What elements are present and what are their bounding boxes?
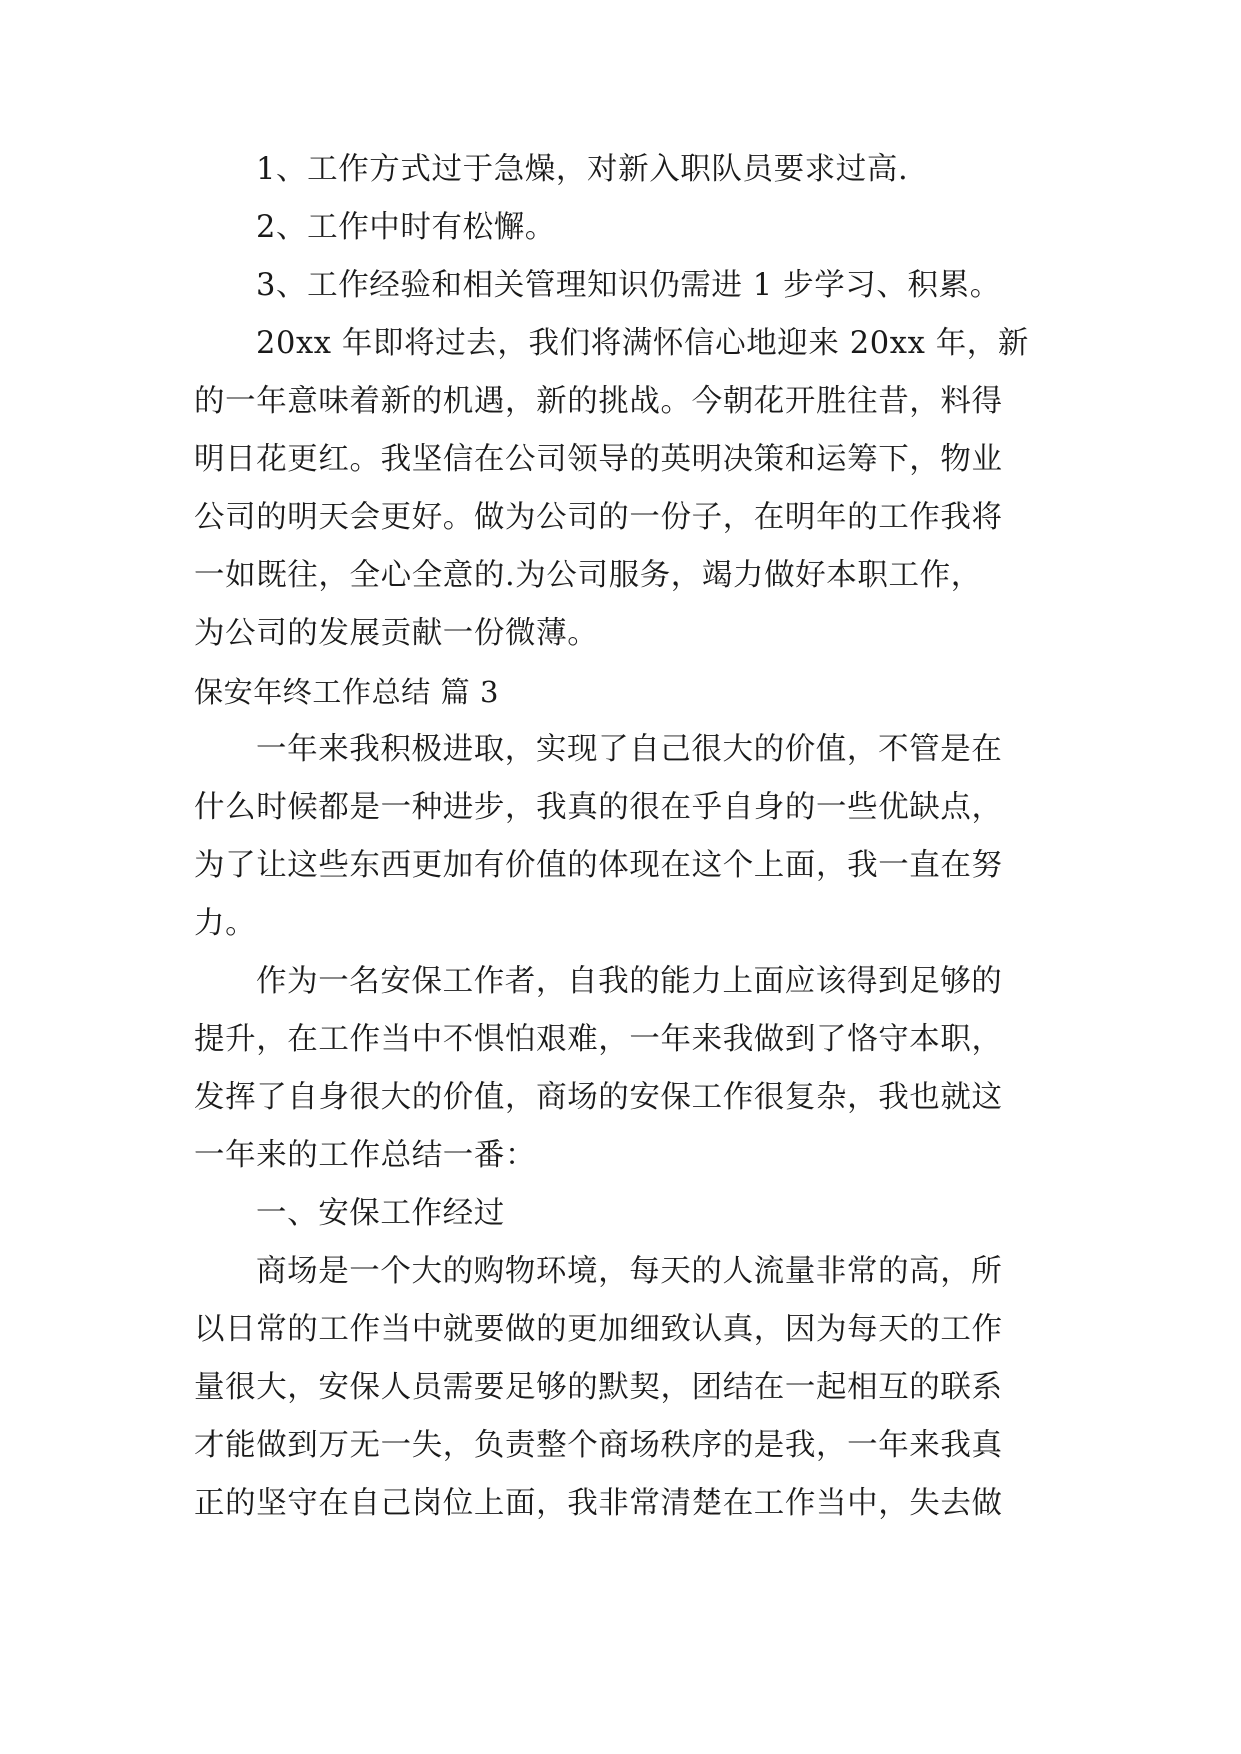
paragraph-3-line: 正的坚守在自己岗位上面，我非常清楚在工作当中，失去做 [194, 1486, 1003, 1521]
list-item-1: 1、工作方式过于急燥，对新入职队员要求过高. [256, 152, 909, 187]
closing-paragraph-line: 为公司的发展贡献一份微薄。 [194, 616, 599, 651]
closing-paragraph-line: 明日花更红。我坚信在公司领导的英明决策和运筹下，物业 [194, 442, 1003, 477]
paragraph-2-line: 一年来的工作总结一番： [194, 1138, 537, 1173]
paragraph-3-line: 以日常的工作当中就要做的更加细致认真，因为每天的工作 [194, 1312, 1003, 1347]
closing-paragraph-line: 的一年意味着新的机遇，新的挑战。今朝花开胜往昔，料得 [194, 384, 1003, 419]
paragraph-3-line: 商场是一个大的购物环境，每天的人流量非常的高，所 [256, 1254, 1003, 1289]
paragraph-3-line: 才能做到万无一失，负责整个商场秩序的是我，一年来我真 [194, 1428, 1003, 1463]
paragraph-1-line: 力。 [194, 906, 257, 941]
paragraph-2-line: 作为一名安保工作者，自我的能力上面应该得到足够的 [256, 964, 1003, 999]
closing-paragraph-line: 一如既往，全心全意的.为公司服务，竭力做好本职工作， [194, 558, 982, 593]
closing-paragraph-line: 公司的明天会更好。做为公司的一份子，在明年的工作我将 [194, 500, 1003, 535]
paragraph-1-line: 为了让这些东西更加有价值的体现在这个上面，我一直在努 [194, 848, 1003, 883]
section-header: 保安年终工作总结 篇 3 [194, 675, 500, 709]
paragraph-3-line: 量很大，安保人员需要足够的默契，团结在一起相互的联系 [194, 1370, 1003, 1405]
paragraph-2-line: 提升，在工作当中不惧怕艰难，一年来我做到了恪守本职， [194, 1022, 1003, 1057]
subheading: 一、安保工作经过 [256, 1196, 505, 1231]
list-item-2: 2、工作中时有松懈。 [256, 210, 556, 245]
closing-paragraph-line: 20xx 年即将过去，我们将满怀信心地迎来 20xx 年，新 [256, 326, 1030, 361]
paragraph-1-line: 一年来我积极进取，实现了自己很大的价值，不管是在 [256, 732, 1003, 767]
paragraph-1-line: 什么时候都是一种进步，我真的很在乎自身的一些优缺点， [194, 790, 1003, 825]
paragraph-2-line: 发挥了自身很大的价值，商场的安保工作很复杂，我也就这 [194, 1080, 1003, 1115]
list-item-3: 3、工作经验和相关管理知识仍需进 1 步学习、积累。 [256, 268, 1001, 303]
